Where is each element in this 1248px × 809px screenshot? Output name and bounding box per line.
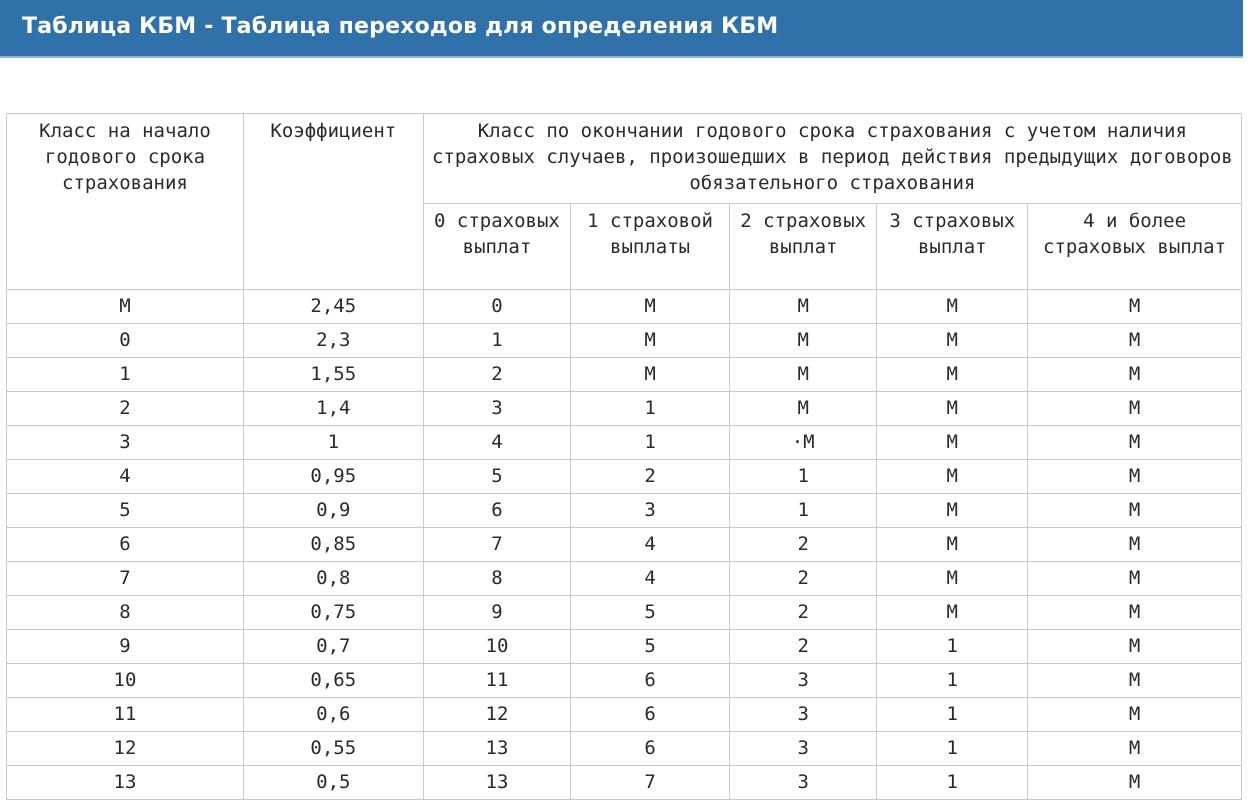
cell-claims-0: 7: [423, 528, 571, 562]
cell-claims-2: 2: [729, 562, 877, 596]
title-bar: [0, 0, 1243, 58]
cell-coefficient: 1,4: [243, 392, 423, 426]
cell-claims-2: М: [729, 324, 877, 358]
cell-class-start: 7: [7, 562, 244, 596]
cell-claims-0: 0: [423, 290, 571, 324]
cell-claims-4plus: М: [1028, 494, 1242, 528]
cell-coefficient: 0,9: [243, 494, 423, 528]
table-row: [7, 732, 1242, 766]
table-row: [7, 766, 1242, 800]
cell-claims-3: М: [877, 494, 1028, 528]
cell-claims-2: 3: [729, 664, 877, 698]
cell-claims-3: М: [877, 358, 1028, 392]
cell-class-start: 11: [7, 698, 244, 732]
cell-claims-0: 10: [423, 630, 571, 664]
cell-claims-2: ·М: [729, 426, 877, 460]
cell-claims-4plus: М: [1028, 630, 1242, 664]
table-row: [7, 664, 1242, 698]
cell-claims-4plus: М: [1028, 732, 1242, 766]
cell-claims-1: 3: [571, 494, 730, 528]
cell-claims-1: 2: [571, 460, 730, 494]
cell-coefficient: 0,95: [243, 460, 423, 494]
cell-class-start: 0: [7, 324, 244, 358]
cell-claims-1: М: [571, 324, 730, 358]
cell-claims-3: 1: [877, 630, 1028, 664]
cell-claims-4plus: М: [1028, 596, 1242, 630]
cell-coefficient: 0,5: [243, 766, 423, 800]
cell-claims-0: 2: [423, 358, 571, 392]
cell-claims-0: 12: [423, 698, 571, 732]
cell-claims-1: 5: [571, 596, 730, 630]
cell-claims-2: 3: [729, 698, 877, 732]
table-row: [7, 528, 1242, 562]
cell-class-start: 12: [7, 732, 244, 766]
cell-class-start: 5: [7, 494, 244, 528]
cell-claims-3: 1: [877, 698, 1028, 732]
table-row: [7, 358, 1242, 392]
cell-claims-4plus: М: [1028, 766, 1242, 800]
cell-class-start: М: [7, 290, 244, 324]
cell-claims-2: М: [729, 290, 877, 324]
cell-claims-1: М: [571, 358, 730, 392]
table-row: [7, 630, 1242, 664]
table-body: [7, 290, 1242, 800]
cell-claims-1: 7: [571, 766, 730, 800]
cell-class-start: 9: [7, 630, 244, 664]
cell-class-start: 1: [7, 358, 244, 392]
table-row: [7, 460, 1242, 494]
header-claims-1: 1 страховой выплаты: [571, 204, 730, 290]
table-row: [7, 562, 1242, 596]
header-claims-3: 3 страховых выплат: [877, 204, 1028, 290]
cell-claims-0: 3: [423, 392, 571, 426]
cell-claims-0: 13: [423, 732, 571, 766]
cell-coefficient: 0,55: [243, 732, 423, 766]
cell-claims-2: 2: [729, 596, 877, 630]
cell-claims-2: 2: [729, 630, 877, 664]
cell-claims-3: М: [877, 528, 1028, 562]
cell-claims-4plus: М: [1028, 392, 1242, 426]
cell-claims-3: М: [877, 426, 1028, 460]
header-claims-0: 0 страховых выплат: [423, 204, 571, 290]
cell-claims-1: 1: [571, 426, 730, 460]
cell-class-start: 3: [7, 426, 244, 460]
cell-claims-4plus: М: [1028, 562, 1242, 596]
cell-coefficient: 1: [243, 426, 423, 460]
cell-claims-4plus: М: [1028, 358, 1242, 392]
cell-class-start: 10: [7, 664, 244, 698]
cell-claims-2: 1: [729, 460, 877, 494]
cell-claims-4plus: М: [1028, 460, 1242, 494]
cell-claims-2: 2: [729, 528, 877, 562]
cell-claims-0: 9: [423, 596, 571, 630]
cell-claims-3: М: [877, 460, 1028, 494]
cell-claims-2: 3: [729, 766, 877, 800]
cell-claims-3: 1: [877, 732, 1028, 766]
page-title: Таблица КБМ - Таблица переходов для определения КБМ: [22, 14, 779, 39]
table-row: [7, 426, 1242, 460]
cell-claims-0: 8: [423, 562, 571, 596]
cell-claims-3: М: [877, 324, 1028, 358]
cell-coefficient: 2,3: [243, 324, 423, 358]
cell-coefficient: 0,6: [243, 698, 423, 732]
table-row: [7, 698, 1242, 732]
cell-claims-3: М: [877, 392, 1028, 426]
cell-claims-4plus: М: [1028, 664, 1242, 698]
cell-claims-3: 1: [877, 766, 1028, 800]
cell-class-start: 4: [7, 460, 244, 494]
header-coefficient: Коэффициент: [243, 114, 423, 290]
cell-class-start: 8: [7, 596, 244, 630]
cell-claims-1: 5: [571, 630, 730, 664]
cell-claims-3: 1: [877, 664, 1028, 698]
cell-coefficient: 0,65: [243, 664, 423, 698]
cell-claims-4plus: М: [1028, 324, 1242, 358]
cell-claims-2: 1: [729, 494, 877, 528]
cell-claims-1: 4: [571, 528, 730, 562]
cell-claims-1: М: [571, 290, 730, 324]
header-class-end-group: Класс по окончании годового срока страхования с учетом наличия страховых случаев, произошедших в период действия предыдущих договоров обязательного страхования: [423, 114, 1241, 204]
cell-claims-1: 1: [571, 392, 730, 426]
cell-claims-0: 1: [423, 324, 571, 358]
cell-coefficient: 0,75: [243, 596, 423, 630]
cell-class-start: 13: [7, 766, 244, 800]
table-row: [7, 324, 1242, 358]
cell-claims-1: 6: [571, 664, 730, 698]
table-row: [7, 290, 1242, 324]
cell-claims-4plus: М: [1028, 290, 1242, 324]
cell-claims-0: 13: [423, 766, 571, 800]
kbm-transition-table: [6, 113, 1242, 800]
cell-claims-0: 4: [423, 426, 571, 460]
cell-coefficient: 1,55: [243, 358, 423, 392]
cell-claims-1: 6: [571, 698, 730, 732]
cell-coefficient: 0,8: [243, 562, 423, 596]
cell-claims-2: М: [729, 358, 877, 392]
cell-coefficient: 0,7: [243, 630, 423, 664]
cell-class-start: 6: [7, 528, 244, 562]
cell-claims-4plus: М: [1028, 426, 1242, 460]
cell-claims-4plus: М: [1028, 698, 1242, 732]
cell-claims-3: М: [877, 562, 1028, 596]
cell-class-start: 2: [7, 392, 244, 426]
header-class-start: Класс на начало годового срока страхования: [7, 114, 244, 290]
cell-claims-4plus: М: [1028, 528, 1242, 562]
cell-claims-2: 3: [729, 732, 877, 766]
cell-claims-2: М: [729, 392, 877, 426]
cell-claims-3: М: [877, 290, 1028, 324]
cell-claims-3: М: [877, 596, 1028, 630]
header-claims-2: 2 страховых выплат: [729, 204, 877, 290]
cell-coefficient: 2,45: [243, 290, 423, 324]
cell-claims-0: 5: [423, 460, 571, 494]
cell-claims-0: 11: [423, 664, 571, 698]
table-row: [7, 596, 1242, 630]
header-claims-4plus: 4 и более страховых выплат: [1028, 204, 1242, 290]
cell-claims-1: 6: [571, 732, 730, 766]
table-row: [7, 494, 1242, 528]
cell-claims-0: 6: [423, 494, 571, 528]
table-row: [7, 392, 1242, 426]
cell-claims-1: 4: [571, 562, 730, 596]
cell-coefficient: 0,85: [243, 528, 423, 562]
